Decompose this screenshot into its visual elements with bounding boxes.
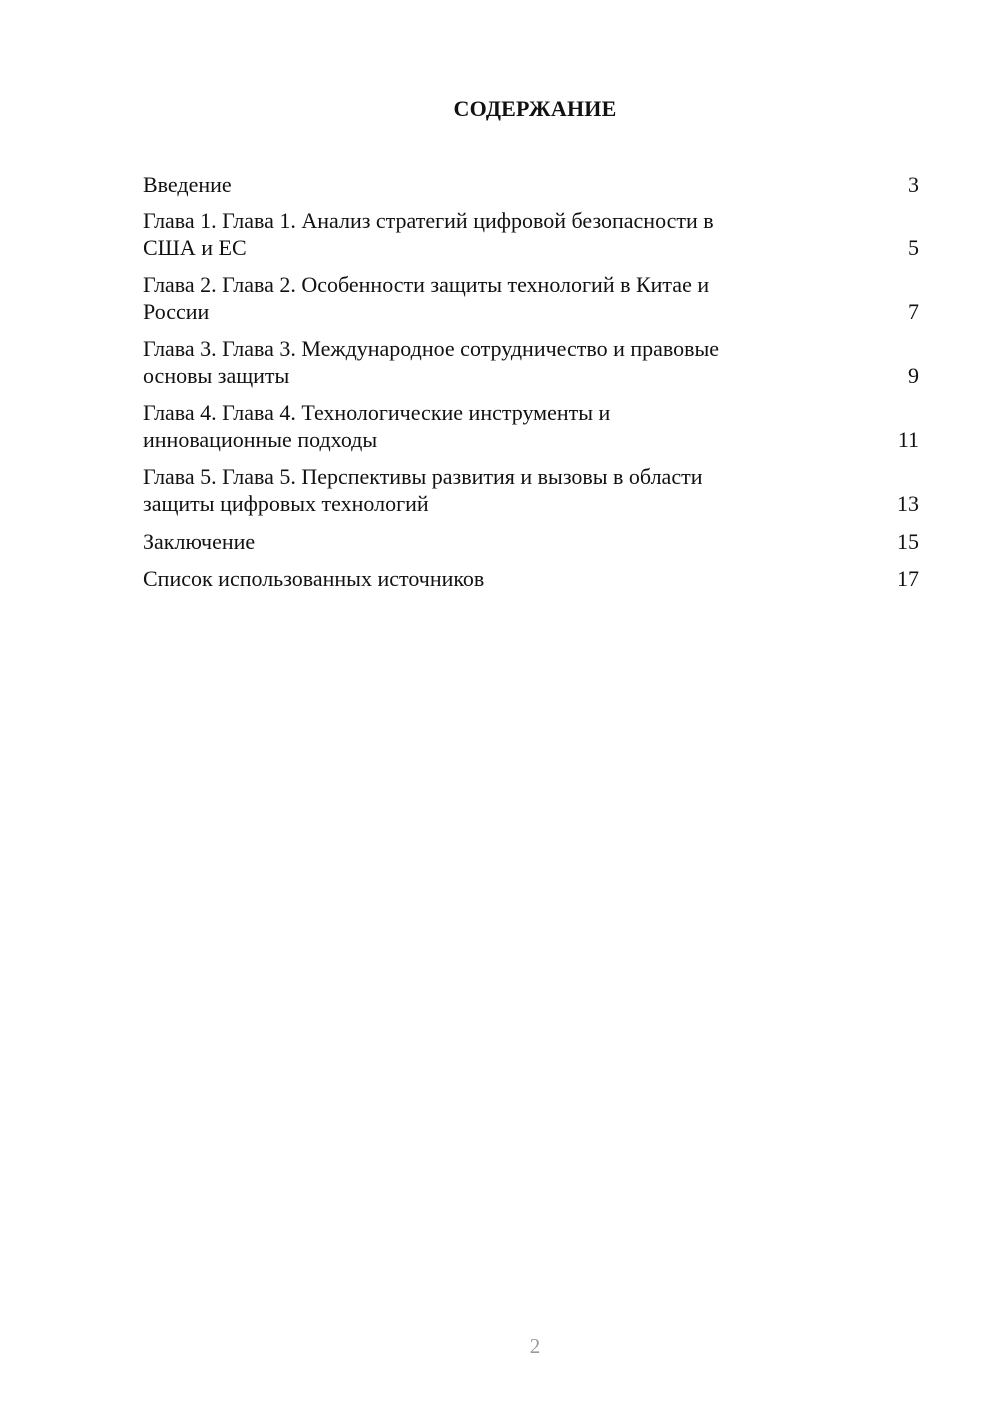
toc-entry-conclusion bbox=[143, 527, 919, 555]
toc-entry-page: 5 bbox=[908, 235, 919, 260]
toc-entry-chapter-3 bbox=[143, 335, 919, 389]
toc-entry-chapter-5 bbox=[143, 463, 919, 517]
page-number: 2 bbox=[529, 1334, 541, 1358]
toc-entry-page: 9 bbox=[908, 363, 919, 388]
toc-entry-page: 15 bbox=[897, 529, 919, 554]
toc-entry-title: Глава 2. Глава 2. Особенности защиты технологий в Китае и России bbox=[143, 272, 710, 324]
toc-entry-title: Глава 5. Глава 5. Перспективы развития и вызовы в области защиты цифровых технологий bbox=[143, 464, 703, 516]
table-of-contents bbox=[143, 170, 919, 601]
toc-entry-page: 7 bbox=[908, 299, 919, 324]
toc-entry-title: Список использованных источников bbox=[143, 566, 485, 591]
toc-entry-chapter-4 bbox=[143, 399, 919, 453]
toc-entry-page: 11 bbox=[897, 427, 919, 452]
toc-entry-title: Заключение bbox=[143, 529, 256, 554]
toc-entry-page: 3 bbox=[908, 172, 919, 197]
page-title: СОДЕРЖАНИЕ bbox=[453, 96, 617, 121]
toc-entry-chapter-1 bbox=[143, 207, 919, 261]
toc-entry-page: 17 bbox=[897, 566, 919, 591]
toc-entry-title: Введение bbox=[143, 172, 232, 197]
toc-entry-introduction bbox=[143, 170, 919, 198]
toc-entry-title: Глава 1. Глава 1. Анализ стратегий цифровой безопасности в США и ЕС bbox=[143, 208, 714, 260]
toc-entry-title: Глава 4. Глава 4. Технологические инструменты и инновационные подходы bbox=[143, 400, 611, 452]
toc-entry-references bbox=[143, 564, 919, 592]
toc-entry-chapter-2 bbox=[143, 271, 919, 325]
toc-entry-page: 13 bbox=[897, 491, 919, 516]
toc-entry-title: Глава 3. Глава 3. Международное сотрудничество и правовые основы защиты bbox=[143, 336, 720, 388]
